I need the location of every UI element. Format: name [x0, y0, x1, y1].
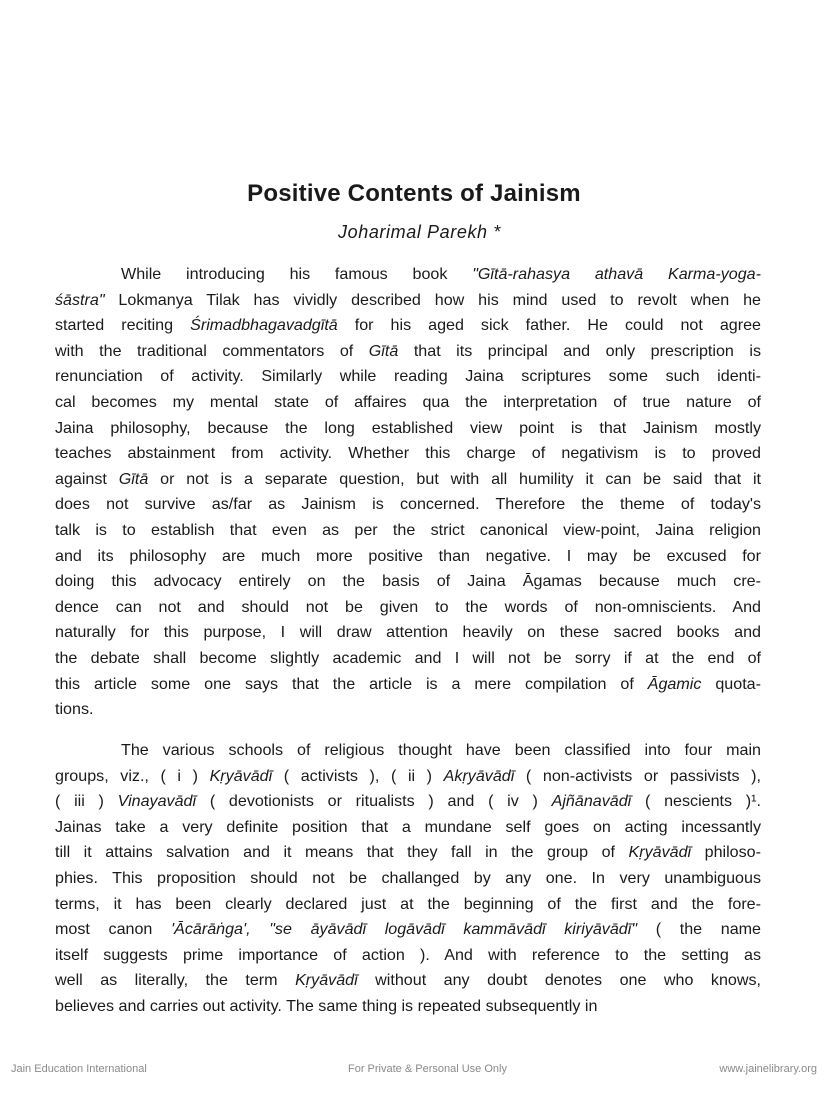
italic-term: 'Ācārāṅga', "se āyāvādī logāvādī kammāvādī kiriyāvādī" [171, 920, 638, 939]
text-line: believes and carries out activity. The same thing is repeated subsequently in [55, 996, 598, 1015]
italic-term: Akṛyāvādī [443, 766, 515, 785]
text-line: cal becomes my mental state of affaires qua the interpretation of true nature of [55, 392, 761, 411]
text-line: talk is to establish that even as per the strict canonical view-point, Jaina religion [55, 520, 761, 539]
article-author: Joharimal Parekh * [338, 222, 501, 242]
italic-term: śāstra" [55, 290, 105, 309]
text-line: started reciting Śrimadbhagavadgītā for his aged sick father. He could not agree [55, 316, 762, 335]
text-line: naturally for this purpose, I will draw attention heavily on these sacred books and [55, 623, 761, 642]
text-line: śāstra" Lokmanya Tilak has vividly described how his mind used to revolt when he [55, 290, 761, 309]
text-line: teaches abstainment from activity. Whether this charge of negativism is to proved [55, 444, 761, 463]
text-line: dence can not and should not be given to the words of non-omniscients. And [55, 597, 761, 616]
text-line: against Gītā or not is a separate question, but with all humility it can be said that it [55, 469, 761, 488]
italic-term: Ajñānavādī [551, 792, 632, 811]
footer-publisher: Jain Education International [11, 1063, 147, 1075]
text-line: does not survive as/far as Jainism is concerned. Therefore the theme of today's [55, 495, 761, 514]
italic-term: Gītā [118, 469, 149, 488]
italic-term: Vinayavādī [117, 792, 197, 811]
paragraph-2 [55, 738, 761, 1020]
text-line: the debate shall become slightly academic and I will not be sorry if at the end of [55, 648, 761, 667]
italic-term: Śrimadbhagavadgītā [190, 316, 338, 335]
italic-term: Gītā [368, 341, 399, 360]
text-line: renunciation of activity. Similarly while reading Jaina scriptures some such identi- [55, 367, 761, 386]
article-title: Positive Contents of Jainism [247, 180, 581, 207]
text-line: well as literally, the term Kṛyāvādī without any doubt denotes one who knows, [55, 971, 762, 990]
text-line: doing this advocacy entirely on the basis of Jaina Āgamas because much cre- [55, 572, 761, 591]
text-line: Jainas take a very definite position that a mundane self goes on acting incessantly [55, 817, 761, 836]
text-line: this article some one says that the article is a mere compilation of Āgamic quota- [55, 674, 761, 693]
text-line: itself suggests prime importance of action ). And with reference to the setting as [55, 945, 761, 964]
text-line: groups, viz., ( i ) Kṛyāvādī ( activists ), ( ii ) Akṛyāvādī ( non-activists or passivists ), [55, 766, 762, 785]
footer-usage-note: For Private & Personal Use Only [348, 1063, 507, 1075]
italic-term: Kṛyāvādī [209, 766, 273, 785]
text-line: and its philosophy are much more positive than negative. I may be excused for [55, 546, 761, 565]
text-line: till it attains salvation and it means that they fall in the group of Kṛyāvādī philoso- [55, 843, 761, 862]
text-line: phies. This proposition should not be challanged by any one. In very unambiguous [55, 868, 761, 887]
text-line: ( iii ) Vinayavādī ( devotionists or ritualists ) and ( iv ) Ajñānavādī ( nescients )¹. [55, 792, 761, 811]
text-line: While introducing his famous book "Gītā-rahasya athavā Karma-yoga- [121, 265, 761, 283]
text-line: Jaina philosophy, because the long established view point is that Jainism mostly [55, 418, 761, 437]
page-footer [0, 1063, 828, 1081]
italic-term: Āgamic [647, 674, 702, 693]
paragraph-1 [55, 262, 761, 723]
italic-term: Kṛyāvādī [295, 971, 358, 990]
text-line: tions. [55, 700, 94, 719]
italic-term: Kṛyāvādī [628, 843, 692, 862]
text-line: most canon 'Ācārāṅga', "se āyāvādī logāvādī kammāvādī kiriyāvādī" ( the name [55, 920, 762, 939]
text-line: with the traditional commentators of Gītā that its principal and only prescription is [55, 341, 762, 360]
text-line: The various schools of religious thought have been classified into four main [121, 741, 761, 759]
text-line: terms, it has been clearly declared just at the beginning of the first and the fore- [55, 894, 761, 913]
italic-term: "Gītā-rahasya athavā Karma-yoga- [472, 265, 761, 283]
footer-website[interactable]: www.jainelibrary.org [719, 1063, 817, 1075]
